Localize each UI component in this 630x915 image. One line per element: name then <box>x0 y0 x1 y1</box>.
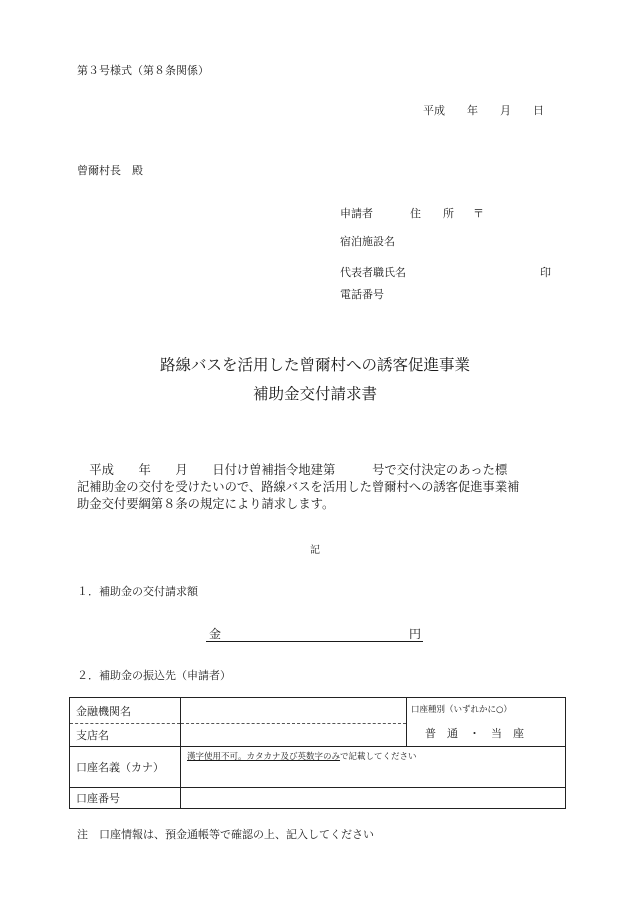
account-number-label: 口座番号 <box>70 788 181 809</box>
addressee: 曾爾村長 殿 <box>77 164 143 177</box>
account-type-options[interactable]: 普 通 ・ 当 座 <box>425 727 524 740</box>
document-title-line2: 補助金交付請求書 <box>252 385 377 403</box>
account-type-label: 口座種別（いずれかに○） <box>411 705 512 715</box>
account-number-field[interactable] <box>181 788 566 809</box>
amount-line <box>206 625 423 642</box>
branch-name-label: 支店名 <box>70 724 181 747</box>
applicant-label: 申請者 <box>340 207 373 220</box>
date-line: 平成 年 月 日 <box>423 104 544 117</box>
address-label: 住 所 <box>410 207 454 220</box>
seal-mark: 印 <box>540 266 551 279</box>
bank-name-field[interactable] <box>181 698 407 724</box>
section1-heading: １．補助金の交付請求額 <box>77 585 198 598</box>
body-line-3: 助金交付要綱第８条の規定により請求します。 <box>77 497 335 511</box>
body-line-1: 平成 年 月 日付け曽補指令地建第 号で交付決定のあった標 <box>77 463 508 477</box>
facility-label: 宿泊施設名 <box>340 235 395 248</box>
branch-name-field[interactable] <box>181 724 407 747</box>
amount-prefix: 金 <box>209 627 222 641</box>
account-holder-note: 漢字使用不可。カタカナ及び英数字のみで記載してください <box>187 751 417 762</box>
representative-label: 代表者職氏名 <box>340 266 406 279</box>
account-holder-label: 口座名義（カナ） <box>70 747 181 788</box>
account-type-cell <box>407 698 566 747</box>
section2-heading: ２．補助金の振込先（申請者） <box>77 669 231 682</box>
footnote: 注 口座情報は、預金通帳等で確認の上、記入してください <box>77 828 374 841</box>
document-title-line1: 路線バスを活用した曾爾村への誘客促進事業 <box>159 356 470 374</box>
form-number: 第３号様式（第８条関係） <box>77 64 209 77</box>
ki-mark: 記 <box>310 545 320 556</box>
phone-label: 電話番号 <box>340 288 384 301</box>
account-holder-field[interactable] <box>181 747 566 788</box>
amount-suffix: 円 <box>408 627 421 641</box>
body-line-2: 記補助金の交付を受けたいので、路線バスを活用した曾爾村への誘客促進事業補 <box>77 480 520 494</box>
postal-mark: 〒 <box>473 207 484 220</box>
bank-account-table <box>69 697 566 809</box>
bank-name-label: 金融機関名 <box>70 698 181 724</box>
